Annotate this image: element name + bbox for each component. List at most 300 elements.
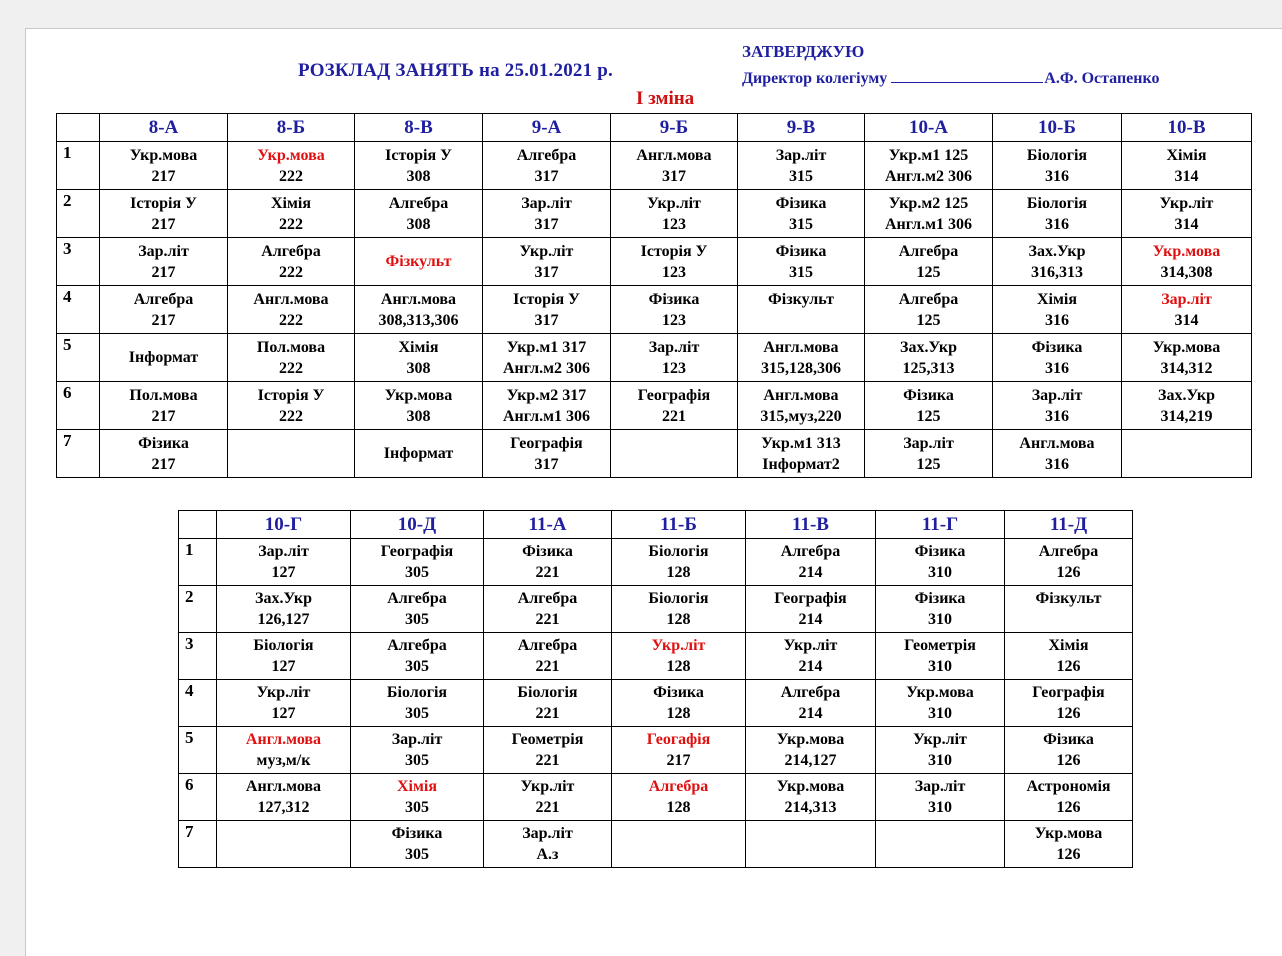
schedule-cell	[865, 382, 993, 430]
schedule-cell	[355, 430, 483, 478]
schedule-cell	[738, 142, 865, 190]
room-label: 316	[1045, 455, 1069, 473]
lesson-number: 6	[57, 382, 100, 430]
corner-cell	[57, 114, 100, 142]
schedule-cell	[876, 727, 1005, 774]
subject-label: Англ.мова	[245, 778, 322, 795]
schedule-cell	[484, 727, 612, 774]
schedule-cell	[100, 286, 228, 334]
room-label: 305	[405, 752, 429, 769]
room-label: 127	[271, 705, 296, 722]
subject-label: Зар.літ	[903, 434, 954, 452]
schedule-cell	[351, 774, 484, 821]
schedule-cell	[612, 586, 746, 633]
class-header: 10-Г	[217, 511, 351, 539]
lesson-row	[179, 680, 1133, 727]
schedule-cell	[217, 680, 351, 727]
schedule-cell	[484, 539, 612, 586]
subject-label: Фізика	[138, 434, 189, 452]
class-header: 11-В	[746, 511, 876, 539]
room-label: 308	[406, 167, 431, 185]
subject-label: Фізкульт	[385, 253, 452, 270]
schedule-cell	[228, 142, 355, 190]
schedule-cell	[217, 774, 351, 821]
table-2-header-row	[179, 511, 1133, 539]
subject-label: Історія У	[640, 242, 708, 260]
room-label: Англ.м1 306	[884, 215, 973, 233]
subject-label: Біологія	[1026, 194, 1088, 212]
subject-label: Зар.літ	[521, 194, 572, 212]
schedule-cell	[100, 382, 228, 430]
room-label: 317	[534, 215, 559, 233]
room-label: 305	[405, 705, 429, 722]
subject-label: Алгебра	[516, 146, 577, 164]
schedule-cell	[611, 382, 738, 430]
room-label: 127,312	[257, 799, 310, 816]
subject-label: Зар.літ	[1031, 386, 1083, 404]
subject-label: Історія У	[385, 146, 452, 164]
class-header: 11-Д	[1005, 511, 1133, 539]
schedule-cell	[217, 539, 351, 586]
lesson-number: 7	[179, 821, 217, 868]
schedule-cell	[351, 633, 484, 680]
subject-label: Біологія	[648, 590, 709, 607]
schedule-cell	[611, 430, 738, 478]
schedule-cell	[612, 539, 746, 586]
subject-label: Укр.мова	[384, 386, 453, 404]
room-label: 315,128,306	[761, 359, 841, 377]
subject-label: Укр.літ	[520, 778, 575, 795]
schedule-cell	[483, 382, 611, 430]
subject-label: Історія У	[257, 386, 325, 404]
schedule-cell	[1005, 633, 1133, 680]
room-label: 305	[405, 611, 429, 628]
room-label: 316	[1045, 407, 1069, 425]
lesson-number: 6	[179, 774, 217, 821]
subject-label: Алгебра	[1038, 543, 1099, 560]
schedule-cell	[746, 539, 876, 586]
schedule-cell	[1005, 821, 1133, 868]
schedule-cell	[612, 727, 746, 774]
subject-label: Алгебра	[648, 778, 709, 795]
schedule-cell	[351, 821, 484, 868]
subject-label: Фізика	[914, 543, 966, 560]
schedule-cell	[611, 190, 738, 238]
schedule-cell	[1122, 142, 1252, 190]
subject-label: Астрономія	[1026, 778, 1111, 795]
room-label: 127	[271, 658, 296, 675]
class-header: 11-Г	[876, 511, 1005, 539]
room-label: 314	[1174, 167, 1199, 185]
class-header: 10-В	[1122, 114, 1252, 142]
room-label: 217	[151, 407, 176, 425]
room-label: 128	[666, 799, 691, 816]
room-label: 221	[535, 611, 560, 628]
schedule-cell	[611, 334, 738, 382]
room-label: 317	[534, 455, 559, 473]
schedule-cell	[483, 430, 611, 478]
lesson-number: 4	[57, 286, 100, 334]
room-label: 316	[1045, 215, 1069, 233]
schedule-cell	[611, 286, 738, 334]
subject-label: Хімія	[271, 194, 311, 212]
subject-label: Фізика	[522, 543, 573, 560]
schedule-cell	[865, 334, 993, 382]
schedule-cell	[228, 190, 355, 238]
subject-label: Укр.м1 317	[506, 338, 587, 356]
subject-label: Зар.літ	[914, 778, 966, 795]
class-header: 10-А	[865, 114, 993, 142]
room-label: 126	[1056, 846, 1081, 863]
room-label: 125	[916, 263, 941, 281]
room-label: 308	[406, 407, 431, 425]
lesson-number: 3	[57, 238, 100, 286]
subject-label: Укр.м2 317	[506, 386, 587, 404]
subject-label: Хімія	[1037, 290, 1077, 308]
room-label: 125	[916, 311, 941, 329]
subject-label: Англ.мова	[763, 386, 839, 404]
schedule-cell	[355, 142, 483, 190]
subject-label: Фізика	[653, 684, 704, 701]
room-label: 126	[1056, 705, 1081, 722]
subject-label: Алгебра	[780, 543, 841, 560]
schedule-cell	[1005, 539, 1133, 586]
subject-label: Англ.мова	[763, 338, 839, 356]
schedule-cell	[876, 774, 1005, 821]
room-label: 214,127	[784, 752, 837, 769]
lesson-row	[179, 539, 1133, 586]
class-header: 8-А	[100, 114, 228, 142]
room-label: 125,313	[902, 359, 955, 377]
subject-label: Фізика	[903, 386, 954, 404]
schedule-cell	[100, 238, 228, 286]
schedule-cell	[484, 821, 612, 868]
room-label: 222	[279, 359, 303, 377]
schedule-cell	[1122, 382, 1252, 430]
room-label: 123	[662, 359, 686, 377]
lesson-row	[57, 382, 1252, 430]
room-label: 214	[798, 658, 823, 675]
schedule-cell	[738, 238, 865, 286]
room-label: 317	[534, 311, 559, 329]
class-header: 9-В	[738, 114, 865, 142]
subject-label: Алгебра	[133, 290, 194, 308]
subject-label: Зах.Укр	[1158, 386, 1215, 404]
subject-label: Укр.мова	[776, 731, 845, 748]
subject-label: Англ.мова	[245, 731, 322, 748]
schedule-cell	[738, 334, 865, 382]
schedule-cell	[228, 334, 355, 382]
schedule-cell	[1005, 680, 1133, 727]
room-label: 217	[151, 455, 176, 473]
room-label: 305	[405, 846, 429, 863]
subject-label: Укр.мова	[776, 778, 845, 795]
room-label	[1005, 609, 1132, 630]
schedule-cell	[228, 430, 355, 478]
schedule-cell	[217, 821, 351, 868]
schedule-cell	[228, 286, 355, 334]
room-label: 126	[1056, 658, 1081, 675]
schedule-cell	[355, 286, 483, 334]
schedule-table-1	[56, 113, 1252, 478]
subject-label: Фізика	[1031, 338, 1083, 356]
subject-label: Укр.мова	[257, 146, 325, 164]
lesson-number: 1	[179, 539, 217, 586]
lesson-number: 4	[179, 680, 217, 727]
room-label: 217	[666, 752, 691, 769]
schedule-cell	[746, 727, 876, 774]
subject-label: Інформат	[128, 349, 199, 366]
lesson-row	[57, 142, 1252, 190]
room-label: 222	[279, 167, 303, 185]
room-label: 221	[535, 799, 560, 816]
room-label: 214,313	[784, 799, 837, 816]
subject-label: Укр.літ	[256, 684, 311, 701]
room-label: 126,127	[257, 611, 310, 628]
class-header: 11-А	[484, 511, 612, 539]
subject-label: Укр.літ	[913, 731, 967, 748]
schedule-cell	[355, 382, 483, 430]
subject-label: Геометрія	[511, 731, 584, 748]
schedule-cell	[228, 238, 355, 286]
schedule-cell	[611, 142, 738, 190]
subject-label: Англ.мова	[1019, 434, 1095, 452]
schedule-cell	[1122, 286, 1252, 334]
subject-label: Інформат	[383, 445, 454, 462]
subject-label: Геогафія	[646, 731, 711, 748]
subject-label: Географія	[774, 590, 847, 607]
subject-label: Хімія	[398, 338, 439, 356]
lesson-row	[179, 586, 1133, 633]
room-label: 221	[535, 658, 560, 675]
subject-label: Англ.мова	[253, 290, 329, 308]
room-label: 314,308	[1160, 263, 1213, 281]
subject-label: Алгебра	[388, 194, 449, 212]
room-label: 314,219	[1160, 407, 1213, 425]
class-header: 9-А	[483, 114, 611, 142]
schedule-cell	[746, 774, 876, 821]
corner-cell	[179, 511, 217, 539]
schedule-table-2	[178, 510, 1133, 868]
subject-label: Алгебра	[780, 684, 841, 701]
subject-label: Біологія	[517, 684, 578, 701]
subject-label: Зар.літ	[522, 825, 573, 842]
schedule-cell	[1005, 727, 1133, 774]
class-header: 10-Б	[993, 114, 1122, 142]
schedule-cell	[351, 586, 484, 633]
room-label: 315	[789, 263, 813, 281]
class-header: 10-Д	[351, 511, 484, 539]
room-label: 214	[798, 564, 823, 581]
schedule-title: РОЗКЛАД ЗАНЯТЬ на 25.01.2021 р.	[298, 60, 613, 81]
schedule-cell	[993, 430, 1122, 478]
class-header: 8-В	[355, 114, 483, 142]
room-label: 314,312	[1160, 359, 1213, 377]
schedule-cell	[100, 334, 228, 382]
schedule-cell	[611, 238, 738, 286]
schedule-cell	[746, 586, 876, 633]
subject-label: Англ.мова	[380, 290, 457, 308]
schedule-cell	[484, 633, 612, 680]
subject-label: Алгебра	[898, 242, 959, 260]
room-label: 123	[662, 215, 686, 233]
subject-label: Алгебра	[261, 242, 321, 260]
subject-label: Зар.літ	[775, 146, 827, 164]
subject-label: Укр.мова	[1152, 242, 1221, 260]
class-header: 11-Б	[612, 511, 746, 539]
room-label: 305	[405, 564, 429, 581]
schedule-cell	[483, 286, 611, 334]
room-label: 310	[928, 799, 952, 816]
subject-label: Історія У	[513, 290, 580, 308]
schedule-cell	[865, 430, 993, 478]
room-label: 315	[789, 167, 813, 185]
schedule-cell	[993, 286, 1122, 334]
schedule-cell	[483, 334, 611, 382]
schedule-cell	[876, 633, 1005, 680]
subject-label: Укр.м1 125	[888, 146, 969, 164]
schedule-cell	[351, 539, 484, 586]
schedule-cell	[355, 190, 483, 238]
schedule-cell	[484, 586, 612, 633]
room-label: 128	[666, 611, 691, 628]
schedule-cell	[1122, 430, 1252, 478]
subject-label: Пол.мова	[129, 386, 198, 404]
schedule-cell	[876, 539, 1005, 586]
room-label: 217	[151, 263, 176, 281]
subject-label: Укр.мова	[129, 146, 198, 164]
approval-label: ЗАТВЕРДЖУЮ	[742, 42, 865, 61]
schedule-cell	[1122, 334, 1252, 382]
schedule-cell	[612, 821, 746, 868]
lesson-row	[57, 334, 1252, 382]
subject-label: Фізика	[648, 290, 700, 308]
subject-label: Укр.літ	[783, 637, 838, 654]
room-label: Англ.м1 306	[502, 407, 591, 425]
room-label: 125	[916, 455, 941, 473]
room-label: 128	[666, 658, 691, 675]
schedule-cell	[993, 334, 1122, 382]
subject-label: Фізика	[775, 194, 827, 212]
schedule-cell	[351, 680, 484, 727]
room-label: 221	[535, 564, 560, 581]
room-label: 308,313,306	[378, 311, 459, 329]
room-label: Інформат2	[762, 455, 840, 473]
schedule-cell	[738, 382, 865, 430]
director-signature-line	[742, 68, 1160, 88]
room-label	[738, 310, 864, 331]
subject-label: Зах.Укр	[900, 338, 957, 356]
subject-label: Зар.літ	[1161, 290, 1212, 308]
lesson-number: 7	[57, 430, 100, 478]
room-label: Англ.м2 306	[502, 359, 591, 377]
table-1-header-row	[57, 114, 1252, 142]
room-label: 217	[151, 311, 176, 329]
schedule-cell	[483, 238, 611, 286]
subject-label: Біологія	[253, 637, 314, 654]
schedule-cell	[865, 190, 993, 238]
subject-label: Англ.мова	[636, 146, 712, 164]
subject-label: Алгебра	[898, 290, 959, 308]
class-header: 9-Б	[611, 114, 738, 142]
room-label: 214	[798, 705, 823, 722]
subject-label: Фізкульт	[768, 290, 834, 308]
schedule-cell	[746, 680, 876, 727]
schedule-cell	[612, 774, 746, 821]
room-label: А.з	[536, 846, 559, 863]
subject-label: Укр.мова	[1034, 825, 1103, 842]
room-label: 128	[666, 564, 691, 581]
schedule-cell	[612, 680, 746, 727]
room-label: 310	[928, 705, 952, 722]
room-label: 126	[1056, 564, 1081, 581]
lesson-row	[57, 190, 1252, 238]
subject-label: Зар.літ	[258, 543, 309, 560]
schedule-cell	[876, 680, 1005, 727]
room-label: 308	[406, 359, 431, 377]
schedule-cell	[865, 286, 993, 334]
lesson-number: 3	[179, 633, 217, 680]
subject-label: Зах.Укр	[1028, 242, 1086, 260]
lesson-row	[57, 286, 1252, 334]
room-label: 315,муз,220	[760, 407, 842, 425]
lesson-number: 5	[179, 727, 217, 774]
subject-label: Алгебра	[387, 637, 447, 654]
subject-label: Історія У	[130, 194, 197, 212]
director-name: А.Ф. Остапенко	[1044, 70, 1160, 87]
schedule-cell	[483, 142, 611, 190]
schedule-cell	[738, 190, 865, 238]
schedule-cell	[876, 821, 1005, 868]
schedule-cell	[351, 727, 484, 774]
shift-label: І зміна	[636, 88, 695, 109]
schedule-cell	[746, 633, 876, 680]
room-label: Англ.м2 306	[884, 167, 973, 185]
schedule-cell	[100, 142, 228, 190]
subject-label: Алгебра	[517, 637, 578, 654]
schedule-cell	[993, 190, 1122, 238]
schedule-cell	[217, 633, 351, 680]
schedule-cell	[993, 238, 1122, 286]
subject-label: Географія	[637, 386, 711, 404]
lesson-row	[179, 821, 1133, 868]
subject-label: Укр.мова	[906, 684, 974, 701]
room-label: 221	[535, 752, 560, 769]
schedule-cell	[1122, 238, 1252, 286]
room-label: 222	[279, 215, 303, 233]
room-label: 126	[1056, 752, 1081, 769]
lesson-number: 1	[57, 142, 100, 190]
lesson-row	[57, 238, 1252, 286]
schedule-cell	[738, 430, 865, 478]
schedule-cell	[612, 633, 746, 680]
lesson-row	[57, 430, 1252, 478]
subject-label: Укр.літ	[519, 242, 574, 260]
subject-label: Географія	[510, 434, 583, 452]
lesson-number: 2	[179, 586, 217, 633]
room-label: 222	[279, 407, 303, 425]
subject-label: Укр.літ	[651, 637, 706, 654]
room-label: 222	[279, 263, 303, 281]
subject-label: Фізкульт	[1035, 590, 1102, 607]
lesson-row	[179, 774, 1133, 821]
schedule-cell	[228, 382, 355, 430]
lesson-number: 5	[57, 334, 100, 382]
schedule-cell	[865, 142, 993, 190]
schedule-cell	[1005, 586, 1133, 633]
lesson-row	[179, 633, 1133, 680]
subject-label: Укр.літ	[647, 194, 701, 212]
